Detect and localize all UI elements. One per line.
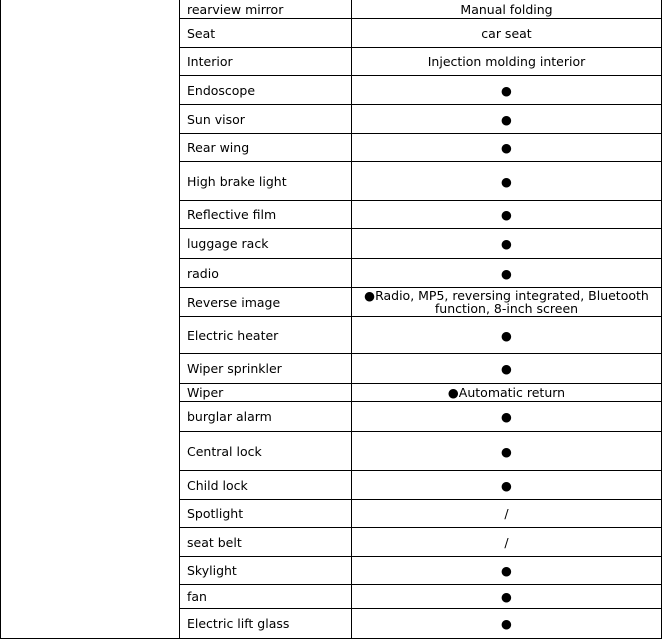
spec-name: Child lock — [180, 471, 352, 500]
spec-name: Endoscope — [180, 76, 352, 105]
spec-value: Manual folding — [352, 0, 662, 19]
spec-value: ● — [352, 609, 662, 639]
table-row — [1, 0, 662, 19]
spec-value: ● — [352, 259, 662, 288]
spec-name: Rear wing — [180, 134, 352, 162]
spec-value: ● — [352, 402, 662, 432]
spec-value: car seat — [352, 19, 662, 48]
spec-name: Sun visor — [180, 105, 352, 134]
spec-name: Seat — [180, 19, 352, 48]
spec-name: High brake light — [180, 162, 352, 201]
spec-value: ● — [352, 229, 662, 259]
spec-name: Reverse image — [180, 288, 352, 317]
spec-value: ● — [352, 471, 662, 500]
spec-value: ● — [352, 76, 662, 105]
spec-value: ● — [352, 354, 662, 384]
spec-value: / — [352, 528, 662, 557]
spec-value: ● — [352, 201, 662, 229]
spec-value: ●Automatic return — [352, 384, 662, 402]
spec-name: rearview mirror — [180, 0, 352, 19]
spec-value: ● — [352, 432, 662, 471]
spec-name: luggage rack — [180, 229, 352, 259]
category-merged-cell — [1, 0, 180, 639]
spec-name: Electric lift glass — [180, 609, 352, 639]
spec-value: / — [352, 500, 662, 528]
spec-value: ● — [352, 162, 662, 201]
spec-value: ●Radio, MP5, reversing integrated, Bluetooth function, 8-inch screen — [352, 288, 662, 317]
spec-name: burglar alarm — [180, 402, 352, 432]
spec-name: Interior — [180, 48, 352, 76]
spec-name: Wiper sprinkler — [180, 354, 352, 384]
spec-name: Central lock — [180, 432, 352, 471]
spec-name: Electric heater — [180, 317, 352, 354]
spec-value: ● — [352, 134, 662, 162]
spec-value: ● — [352, 317, 662, 354]
spec-value: ● — [352, 585, 662, 609]
spec-name: fan — [180, 585, 352, 609]
spec-name: seat belt — [180, 528, 352, 557]
spec-value: ● — [352, 557, 662, 585]
spec-name: Wiper — [180, 384, 352, 402]
spec-value: Injection molding interior — [352, 48, 662, 76]
spec-name: radio — [180, 259, 352, 288]
spec-name: Skylight — [180, 557, 352, 585]
spec-value: ● — [352, 105, 662, 134]
spec-name: Reflective film — [180, 201, 352, 229]
spec-name: Spotlight — [180, 500, 352, 528]
